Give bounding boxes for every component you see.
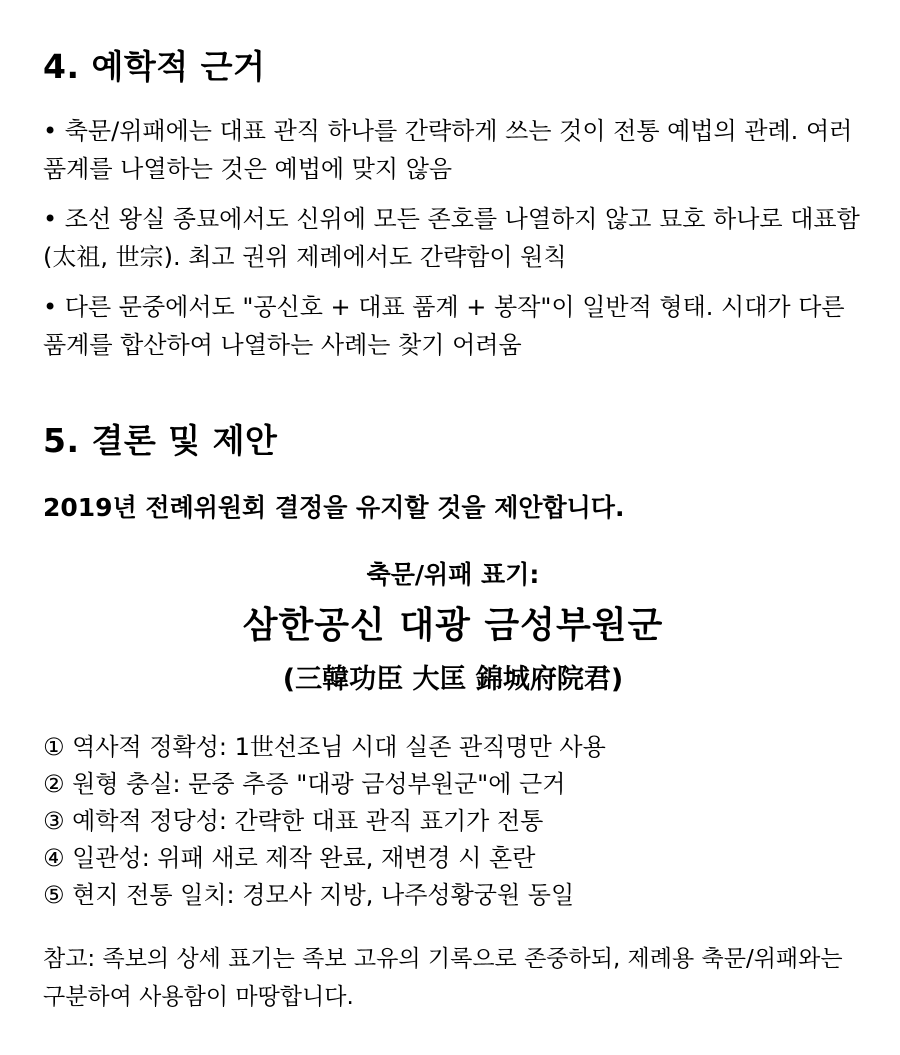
bullet-item: • 다른 문중에서도 "공신호 + 대표 품계 + 봉작"이 일반적 형태. 시대가 다른 품계를 합산하여 나열하는 사례는 찾기 어려움 <box>43 293 845 359</box>
bullet-item: • 조선 왕실 종묘에서도 신위에 모든 존호를 나열하지 않고 묘호 하나로 대표함 (太祖, 世宗). 최고 권위 제례에서도 간략함이 원칙 <box>43 205 860 271</box>
reason-item: ④ 일관성: 위패 새로 제작 완료, 재변경 시 혼란 <box>43 844 536 872</box>
reason-item: ③ 예학적 정당성: 간략한 대표 관직 표기가 전통 <box>43 807 544 835</box>
reason-item: ① 역사적 정확성: 1世선조님 시대 실존 관직명만 사용 <box>43 733 606 761</box>
section-4-bullet-list <box>43 112 863 376</box>
proposal-lead-sentence: 2019년 전례위원회 결정을 유지할 것을 제안합니다. <box>43 493 625 522</box>
section-5-heading: 5. 결론 및 제안 <box>43 421 278 460</box>
proposal-title-hanja: (三韓功臣 大匡 錦城府院君) <box>282 664 624 695</box>
proposal-label: 축문/위패 표기: <box>366 560 540 589</box>
bullet-item: • 축문/위패에는 대표 관직 하나를 간략하게 쓰는 것이 전통 예법의 관례. 여러 품계를 나열하는 것은 예법에 맞지 않음 <box>43 117 853 183</box>
reason-item: ⑤ 현지 전통 일치: 경모사 지방, 나주성황궁원 동일 <box>43 881 575 909</box>
reason-item: ② 원형 충실: 문중 추증 "대광 금성부원군"에 근거 <box>43 770 566 798</box>
reference-note: 참고: 족보의 상세 표기는 족보 고유의 기록으로 존중하되, 제례용 축문/위패와는 구분하여 사용함이 마땅합니다. <box>43 946 843 1010</box>
section-4-heading: 4. 예학적 근거 <box>43 47 266 86</box>
proposal-title-korean: 삼한공신 대광 금성부원군 <box>242 605 664 646</box>
reasons-list <box>43 729 606 914</box>
